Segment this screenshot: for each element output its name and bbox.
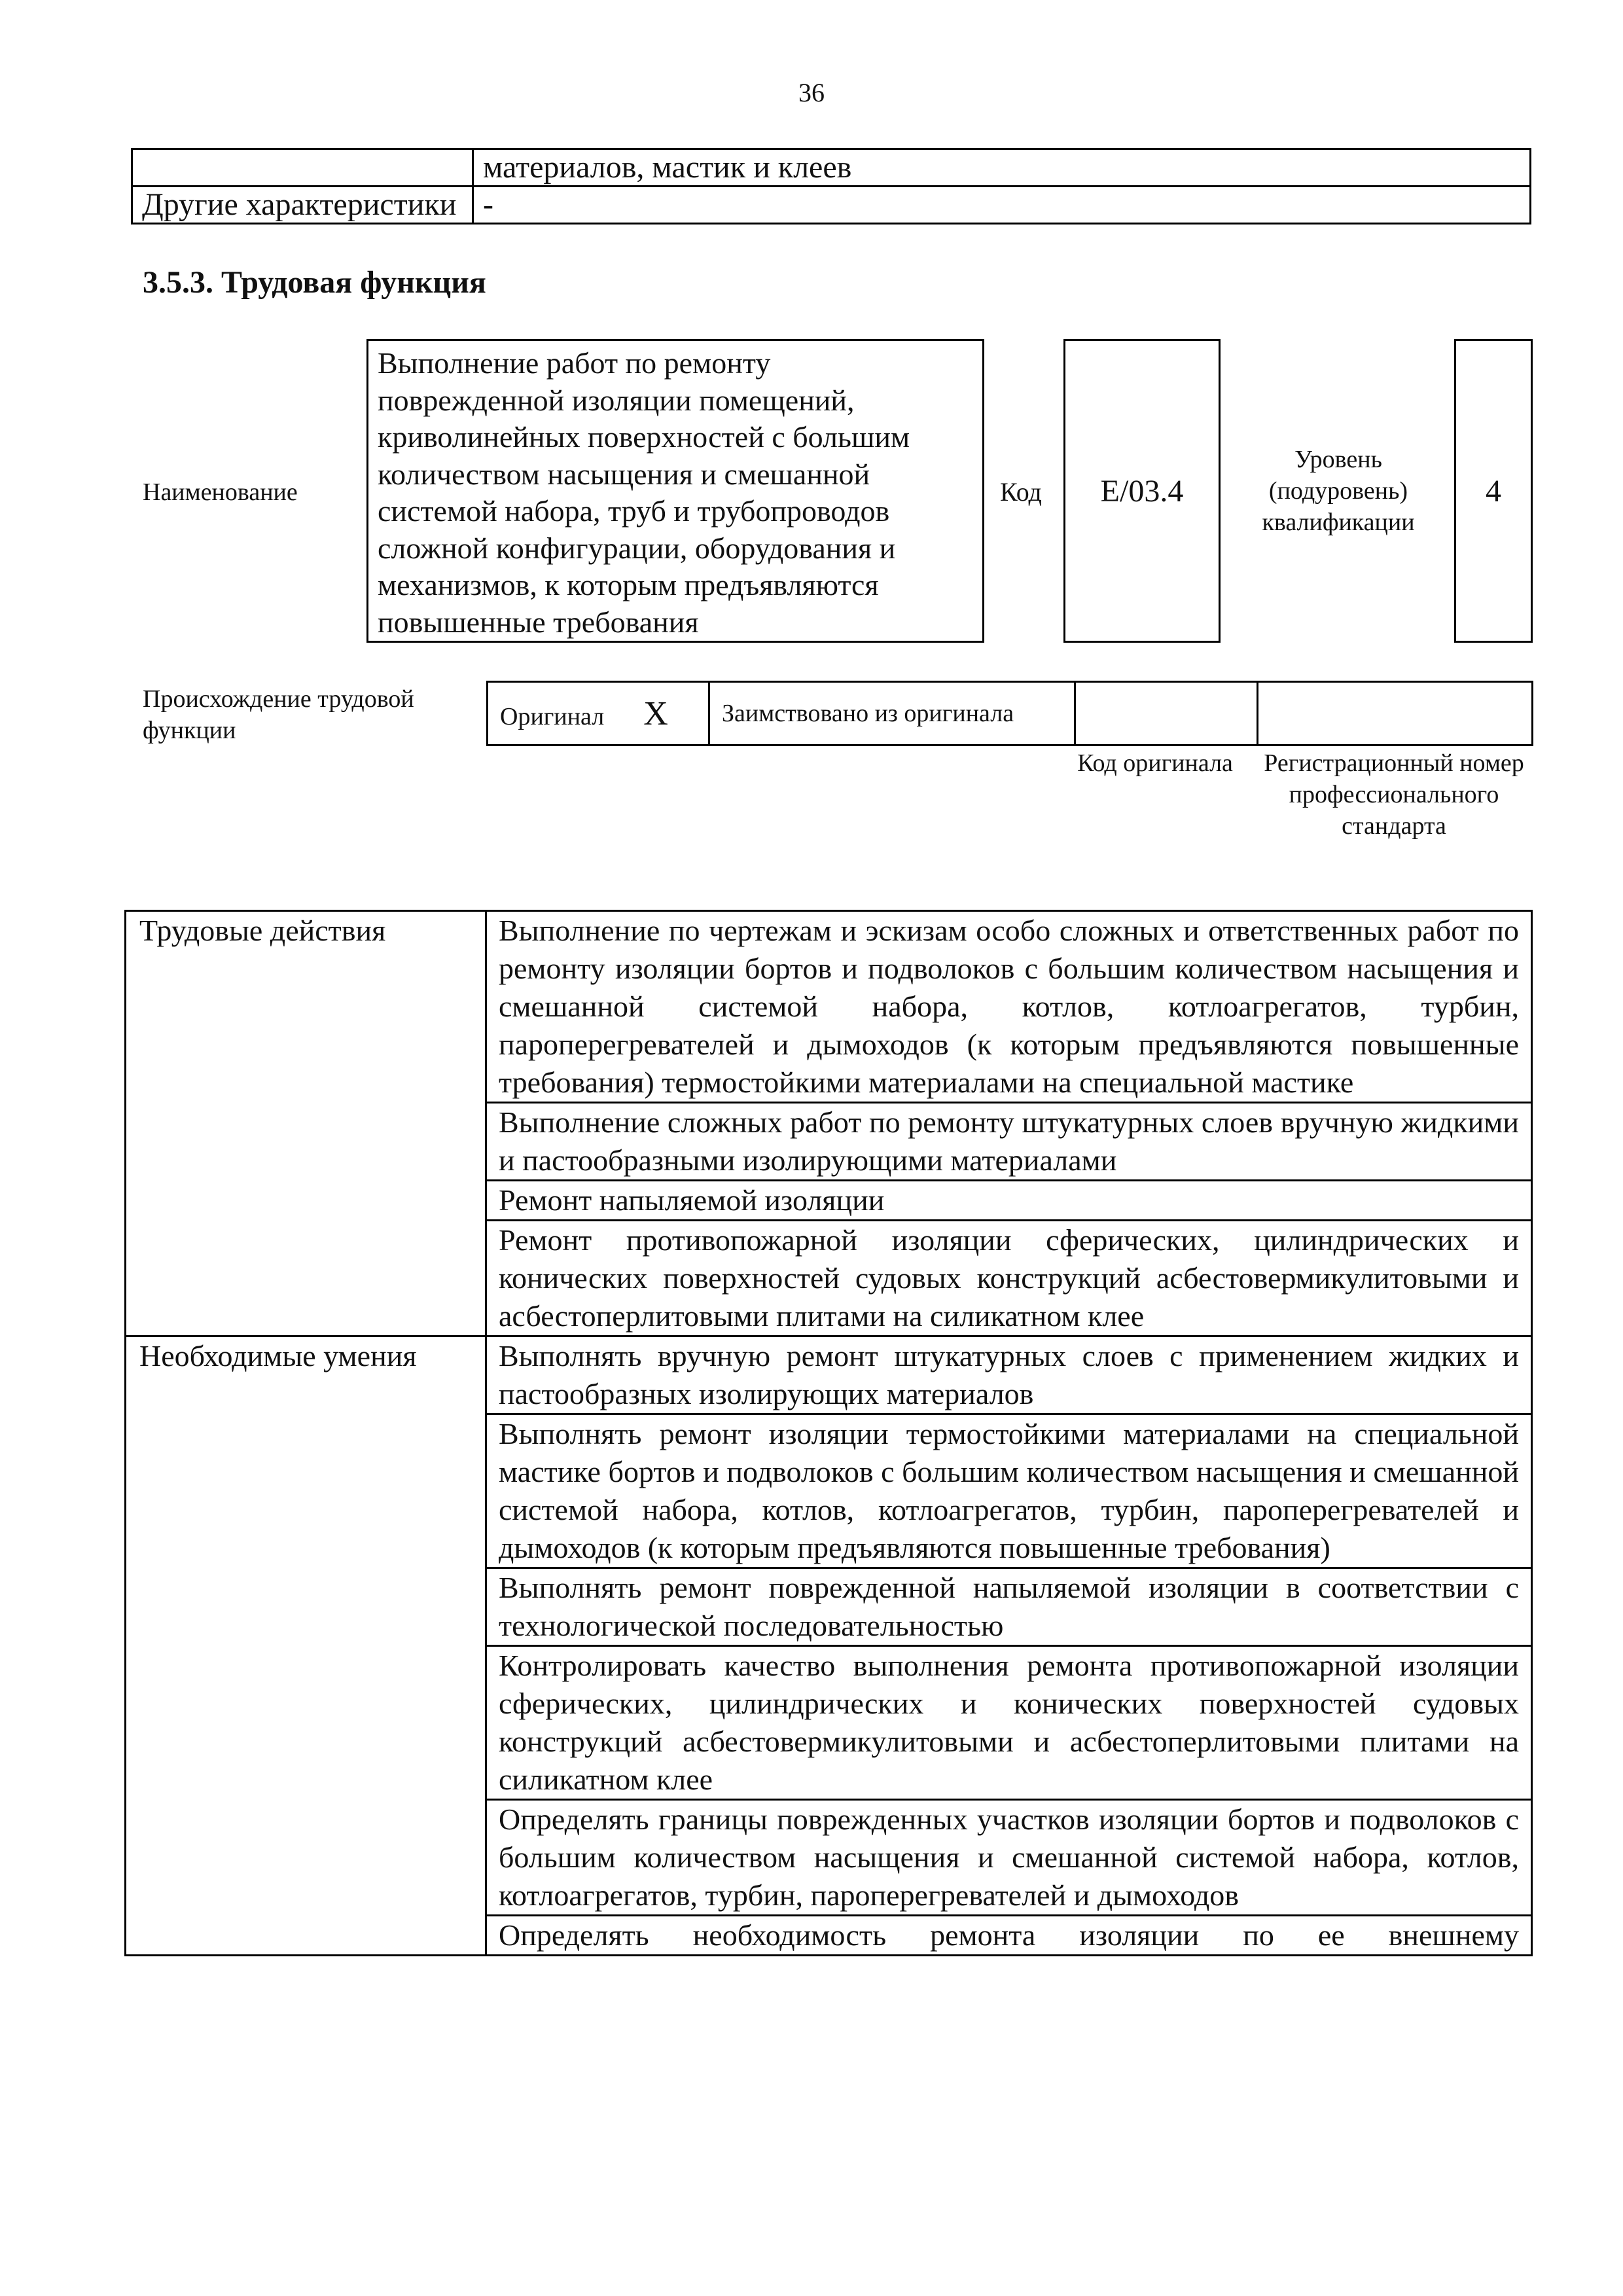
- skills-label: Необходимые умения: [126, 1336, 486, 1956]
- materials-continuation: материалов, мастик и клеев: [473, 149, 1531, 187]
- registration-number-cell: [1258, 682, 1533, 745]
- name-line: механизмов, к которым предъявляются: [378, 568, 879, 601]
- code-caption: Код оригинала: [1077, 749, 1233, 777]
- table-row: [488, 682, 1533, 745]
- name-line: поврежденной изоляции помещений,: [378, 383, 855, 417]
- skill-item: Выполнять вручную ремонт штукатурных слоев с применением жидких и пастообразных изолирующих материалов: [486, 1336, 1532, 1414]
- original-cell: [488, 682, 709, 745]
- code-value: E/03.4: [1100, 473, 1184, 509]
- level-value-box: [1454, 339, 1533, 643]
- level-label-line: Уровень: [1294, 446, 1382, 473]
- labor-action-item: Ремонт противопожарной изоляции сферических, цилиндрических и конических поверхностей судовых конструкций асбестовермикулитовыми и асбестоперлитовыми плитами на силикатном клее: [486, 1221, 1532, 1336]
- name-line: повышенные требования: [378, 605, 699, 639]
- borrowed-cell: Заимствовано из оригинала: [709, 682, 1075, 745]
- name-line: системой набора, труб и трубопроводов: [378, 494, 890, 528]
- other-characteristics-label: Другие характеристики: [132, 187, 473, 224]
- skill-item: Определять необходимость ремонта изоляции по ее внешнему: [486, 1916, 1532, 1956]
- page-number: 36: [798, 78, 825, 107]
- labor-action-item: Выполнение по чертежам и эскизам особо сложных и ответственных работ по ремонту изоляции бортов и подволоков с большим количеством насыщения и смешанной системой набора, котлов, котлоагрегатов, турбин, пароперегревателей и дымоходов (к которым предъявляются повышенные требования) термостойкими материалами на специальной мастике: [486, 911, 1532, 1103]
- name-line: криволинейных поверхностей с большим: [378, 420, 910, 454]
- table-row: [126, 911, 1532, 1103]
- table-row: [126, 1336, 1532, 1414]
- name-line: Выполнение работ по ремонту: [378, 346, 771, 380]
- labor-actions-label: Трудовые действия: [126, 911, 486, 1336]
- code-value-box: [1063, 339, 1221, 643]
- skill-item: Контролировать качество выполнения ремонта противопожарной изоляции сферических, цилиндрических и конических поверхностей судовых конструкций асбестовермикулитовыми и асбестоперлитовыми плитами на силикатном клее: [486, 1646, 1532, 1800]
- name-line: сложной конфигурации, оборудования и: [378, 531, 896, 565]
- skill-item: Выполнять ремонт поврежденной напыляемой изоляции в соответствии с технологической последовательностью: [486, 1568, 1532, 1646]
- level-label-line: квалификации: [1262, 509, 1415, 536]
- labor-action-item: Выполнение сложных работ по ремонту штукатурных слоев вручную жидкими и пастообразными изолирующими материалами: [486, 1103, 1532, 1181]
- function-details-table: [124, 910, 1533, 1956]
- level-label: [1234, 444, 1443, 538]
- level-label-line: (подуровень): [1268, 477, 1408, 505]
- name-label: Наименование: [143, 478, 298, 506]
- registration-caption: Регистрационный номер профессионального стандарта: [1264, 749, 1524, 840]
- name-line: количеством насыщения и смешанной: [378, 457, 870, 491]
- other-characteristics-value: -: [473, 187, 1531, 224]
- origin-label: Происхождение трудовой функции: [143, 685, 414, 744]
- origin-table: [486, 681, 1533, 746]
- table-row: [132, 149, 1531, 187]
- code-label: Код: [1000, 477, 1042, 507]
- top-characteristics-table: [131, 148, 1531, 224]
- original-label: Оригинал: [500, 702, 605, 730]
- original-mark: X: [643, 694, 668, 732]
- original-code-cell: [1075, 682, 1258, 745]
- labor-action-item: Ремонт напыляемой изоляции: [486, 1181, 1532, 1221]
- section-title: 3.5.3. Трудовая функция: [143, 265, 486, 300]
- level-value: 4: [1486, 473, 1501, 509]
- table-row: [132, 187, 1531, 224]
- skill-item: Определять границы поврежденных участков изоляции бортов и подволоков с большим количеством насыщения и смешанной системой набора, котлов, котлоагрегатов, турбин, пароперегревателей и дымоходов: [486, 1800, 1532, 1916]
- empty-cell: [132, 149, 473, 187]
- skill-item: Выполнять ремонт изоляции термостойкими материалами на специальной мастике бортов и подволоков с большим количеством насыщения и смешанной системой набора, котлов, котлоагрегатов, турбин, пароперегревателей и дымоходов (к которым предъявляются повышенные требования): [486, 1414, 1532, 1568]
- function-name-box: [366, 339, 984, 643]
